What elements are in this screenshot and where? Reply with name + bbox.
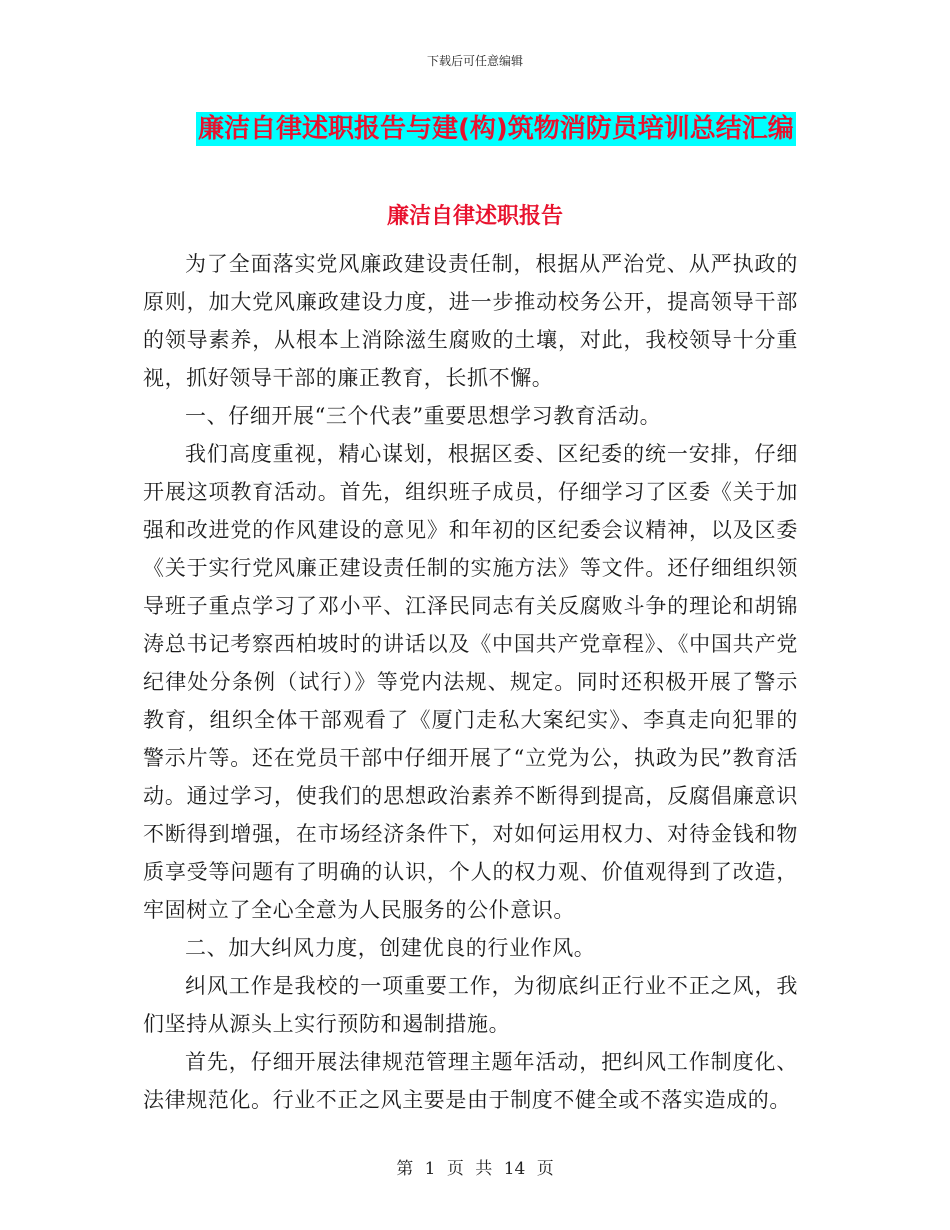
paragraph-regulation: 首先，仔细开展法律规范管理主题年活动，把纠风工作制度化、法律规范化。行业不正之风主要是由于制度不健全或不落实造成的。 (143, 1050, 798, 1112)
paragraph-study-activities: 我们高度重视，精心谋划，根据区委、区纪委的统一安排，仔细开展这项教育活动。首先，组织班子成员，仔细学习了区委《关于加强和改进党的作风建设的意见》和年初的区纪委会议精神，以及区委《关于实行党风廉正建设责任制的实施方法》等文件。还仔细组织领导班子重点学习了邓小平、江泽民同志有关反腐败斗争的理论和胡锦涛总书记考察西柏坡时的讲话以及《中国共产党章程》、《中国共产党纪律处分条例（试行）》等党内法规、规定。同时还积极开展了警示教育，组织全体干部观看了《厦门走私大案纪实》、李真走向犯罪的警示片等。还在党员干部中仔细开展了“立党为公，执政为民”教育活动。通过学习，使我们的思想政治素养不断得到提高，反腐倡廉意识不断得到增强，在市场经济条件下，对如何运用权力、对待金钱和物质享受等问题有了明确的认识，个人的权力观、价值观得到了改造，牢固树立了全心全意为人民服务的公仆意识。 (143, 442, 798, 922)
document-body (143, 245, 798, 1119)
paragraph-heading-1: 一、仔细开展“三个代表”重要思想学习教育活动。 (185, 404, 662, 428)
page-header-note: 下载后可任意编辑 (426, 54, 523, 68)
document-title: 廉洁自律述职报告与建(构)筑物消防员培训总结汇编 (198, 114, 794, 144)
paragraph-correction-work: 纠风工作是我校的一项重要工作，为彻底纠正行业不正之风，我们坚持从源头上实行预防和遏制措施。 (143, 974, 798, 1036)
paragraph-intro: 为了全面落实党风廉政建设责任制，根据从严治党、从严执政的原则，加大党风廉政建设力度，进一步推动校务公开，提高领导干部的领导素养，从根本上消除滋生腐败的土壤，对此，我校领导十分重视，抓好领导干部的廉正教育，长抓不懈。 (143, 252, 798, 390)
section-title: 廉洁自律述职报告 (386, 204, 563, 229)
page-number-footer: 第 1 页 共 14 页 (396, 1159, 554, 1179)
paragraph-heading-2: 二、加大纠风力度，创建优良的行业作风。 (185, 936, 596, 960)
